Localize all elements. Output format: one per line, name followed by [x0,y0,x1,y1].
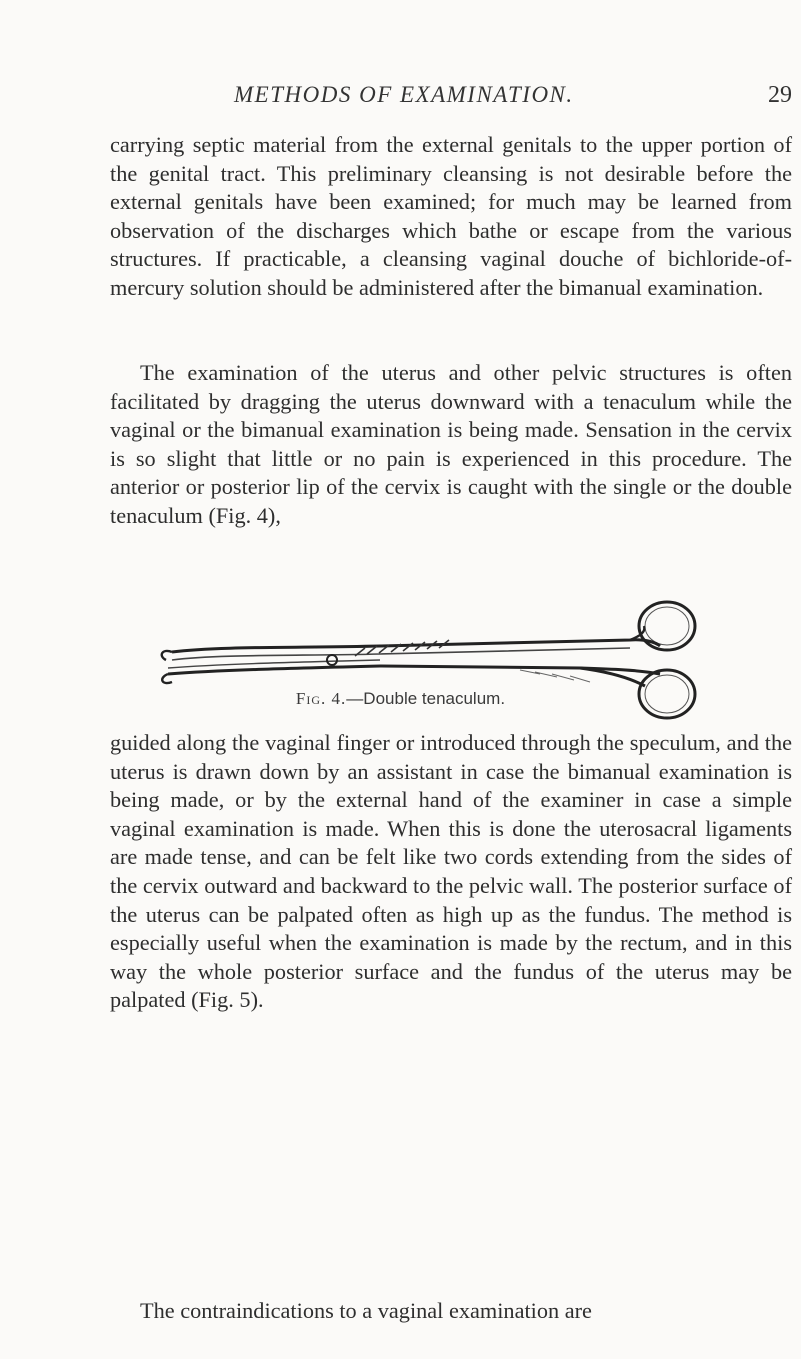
pivot-screw [327,655,337,665]
figure-label: Fig. 4. [295,689,347,708]
lower-hook-tip [162,674,172,683]
paragraph-2: The examination of the uterus and other pelvic structures is often facilitated by dragging the uterus downward with a tenaculum while the vaginal or the bimanual examination is being made. Sensation in the cervix is so slight that little or no pain is experienced in this procedure. The anterior or posterior lip of the cervix is caught with the single or the double tenaculum (Fig. 4), [110,360,792,528]
running-title: METHODS OF EXAMINATION. [234,82,574,107]
paragraph-4: The contraindications to a vaginal examination are [140,1298,592,1323]
figure-caption [0,689,801,709]
page-number: 29 [768,82,792,108]
figure-caption-text: —Double tenaculum. [346,689,506,708]
running-head [110,82,792,112]
shading-lines [520,670,590,682]
upper-handle-ring [639,602,695,650]
paragraph-3: guided along the vaginal finger or introduced through the speculum, and the uterus is drawn down by an assistant in case the bimanual examination is being made, or by the external hand of the examiner in case a simple vaginal examination is made. When this is done the uterosacral ligaments are made tense, and can be felt like two cords extending from the sides of the cervix outward and backward to the pelvic wall. The posterior surface of the uterus can be palpated often as high up as the fundus. The method is especially useful when the examination is made by the rectum, and in this way the whole posterior surface and the fundus of the uterus may be palpated (Fig. 5). [110,730,792,1013]
upper-hook-tip [162,651,172,660]
paragraph-1: carrying septic material from the external genitals to the upper portion of the genital tract. This preliminary cleansing is not desirable before the external genitals have been examined; for much may be learned from observation of the discharges which bathe or escape from the various structures. If practicable, a cleansing vaginal douche of bichloride-of-mercury solution should be administered after the bimanual examination. [110,132,792,300]
